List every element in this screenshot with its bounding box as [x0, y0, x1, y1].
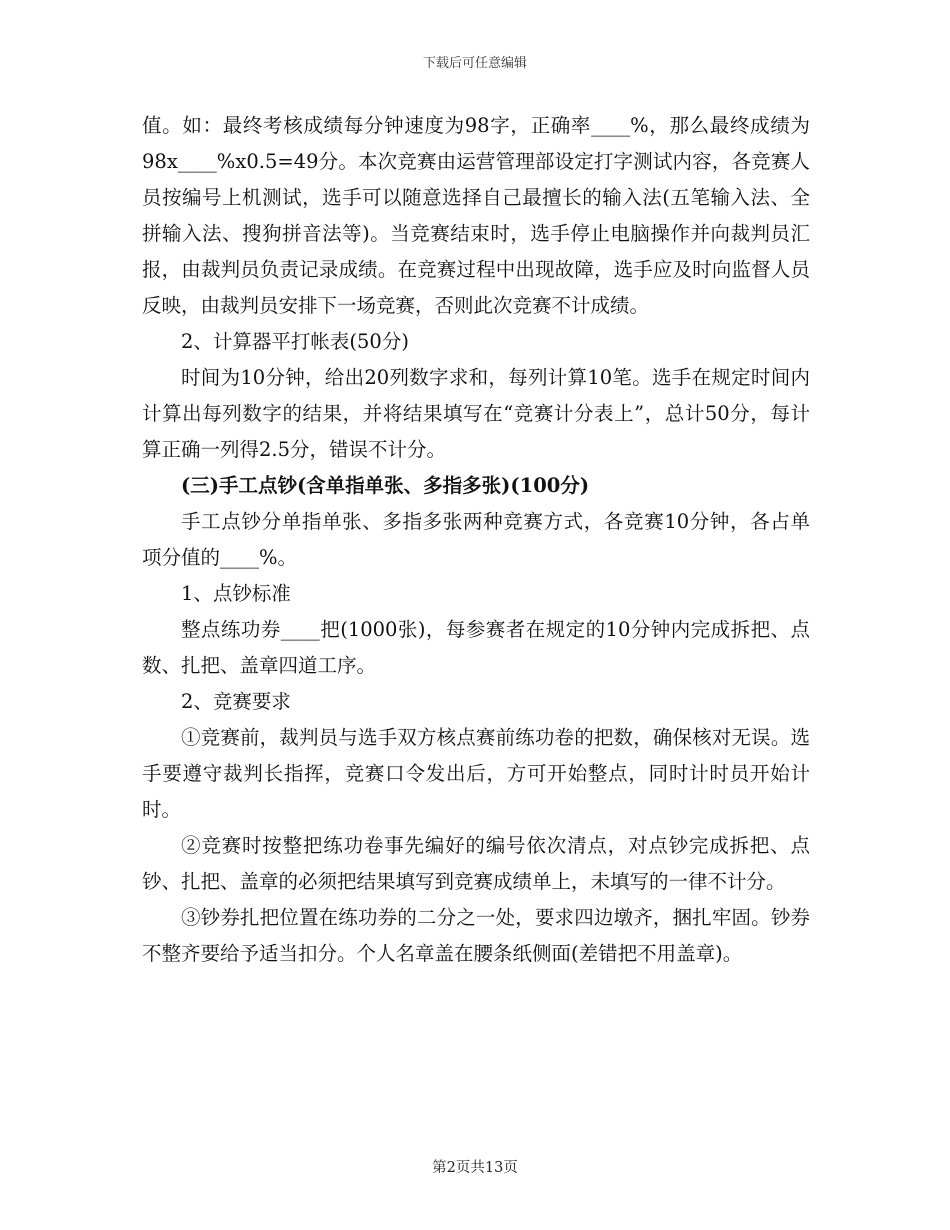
page-number: 第2页共13页	[432, 1160, 518, 1176]
paragraph-requirement-2: ②竞赛时按整把练功卷事先编好的编号依次清点，对点钞完成拆把、点钞、扎把、盖章的必须把结果填写到竞赛成绩单上，未填写的一律不计分。	[142, 834, 810, 893]
subsection-counting-standard: 1、点钞标准	[181, 582, 291, 605]
page-header: 下载后可任意编辑	[422, 56, 527, 71]
section-banknote-title: (三)手工点钞(含单指单张、多指多张)(100分)	[181, 474, 590, 497]
paragraph-typing-rules: 值。如：最终考核成绩每分钟速度为98字，正确率____%，那么最终成绩为98x____%x0.5=49分。本次竞赛由运营管理部设定打字测试内容，各竞赛人员按编号上机测试，选手可以随意选择自己最擅长的输入法(五笔输入法、全拼输入法、搜狗拼音法等)。当竞赛结束时，选手停止电脑操作并向裁判员汇报，由裁判员负责记录成绩。在竞赛过程中出现故障，选手应及时向监督人员反映，由裁判员安排下一场竞赛，否则此次竞赛不计成绩。	[142, 114, 810, 317]
section-calculator-title: 2、计算器平打帐表(50分)	[181, 330, 409, 353]
paragraph-requirement-1: ①竞赛前，裁判员与选手双方核点赛前练功卷的把数，确保核对无误。选手要遵守裁判长指挥，竞赛口令发出后，方可开始整点，同时计时员开始计时。	[142, 726, 810, 821]
paragraph-banknote-intro: 手工点钞分单指单张、多指多张两种竞赛方式，各竞赛10分钟，各占单项分值的____%。	[142, 510, 810, 569]
paragraph-counting-standard: 整点练功券____把(1000张)，每参赛者在规定的10分钟内完成拆把、点数、扎把、盖章四道工序。	[142, 618, 810, 677]
paragraph-requirement-3: ③钞券扎把位置在练功券的二分之一处，要求四边墩齐，捆扎牢固。钞券不整齐要给予适当扣分。个人名章盖在腰条纸侧面(差错把不用盖章)。	[142, 906, 810, 965]
document-body	[142, 108, 810, 972]
subsection-competition-requirements: 2、竞赛要求	[181, 690, 291, 713]
paragraph-calculator-rules: 时间为10分钟，给出20列数字求和，每列计算10笔。选手在规定时间内计算出每列数字的结果，并将结果填写在“竞赛计分表上”，总计50分，每计算正确一列得2.5分，错误不计分。	[142, 366, 810, 461]
